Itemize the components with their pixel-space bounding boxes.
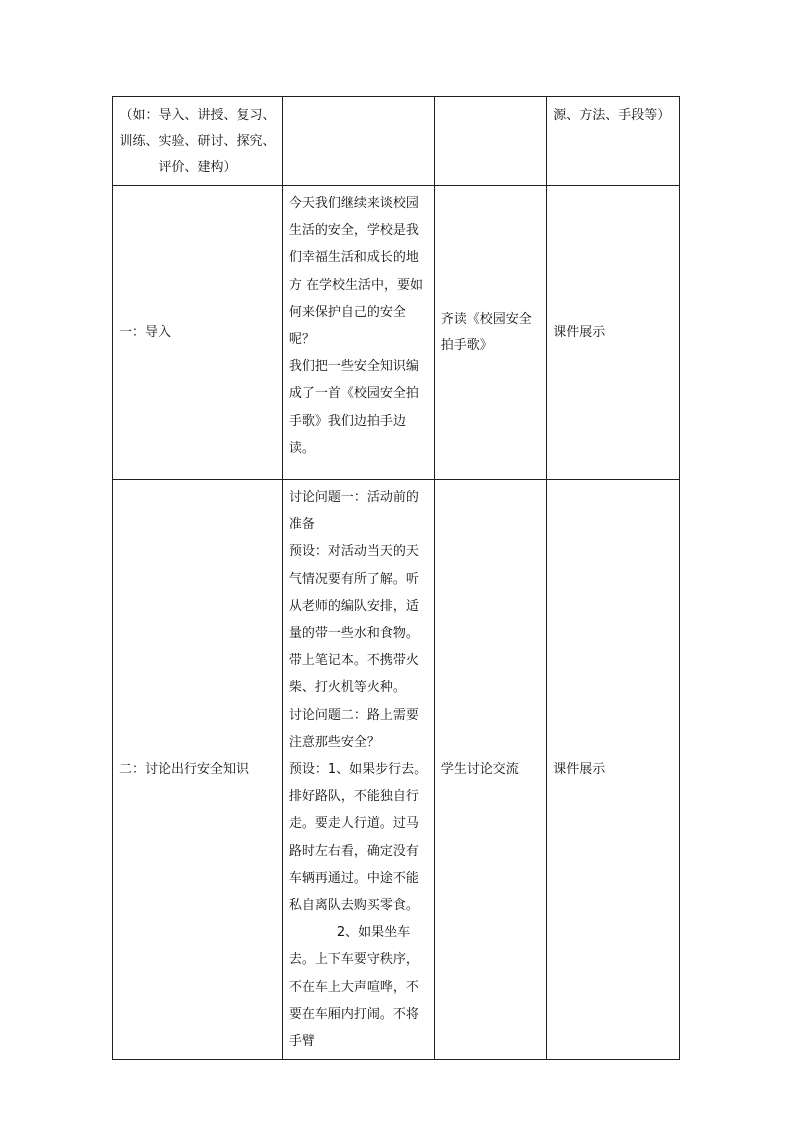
teacher-activity-text: 2、如果坐车去。上下车要守秩序，不在车上大声喧哗，不要在车厢内打闹。不将手臂	[288, 925, 419, 1050]
teacher-activity-text: 预设：对活动当天的天气情况要有所了解。听从老师的编队安排，适量的带一些水和食物。带上笔记本。不携带火柴、打火机等火种。	[288, 544, 419, 696]
teacher-activity-text: 预设：1、如果步行去。排好路队，不能独自行走。要走人行道。过马路时左右看，确定没有车辆再通过。中途不能私自离队去购买零食。	[288, 762, 428, 914]
resources-cell-intro: 课件展示	[547, 186, 680, 480]
teacher-activity-cell-discuss	[282, 480, 434, 1060]
teacher-activity-text: 我们把一些安全知识编成了一首《校园安全拍手歌》我们边拍手边读。	[288, 359, 419, 456]
table-row-header	[113, 97, 680, 186]
stage-cell-discuss: 二：讨论出行安全知识	[113, 480, 283, 1060]
teacher-activity-cell-intro	[282, 186, 434, 480]
table-row	[113, 480, 680, 1060]
teacher-activity-text: 讨论问题一：活动前的准备	[288, 490, 419, 533]
table-row	[113, 186, 680, 480]
lesson-plan-table	[112, 96, 680, 1060]
resources-cell-discuss: 课件展示	[547, 480, 680, 1060]
teacher-activity-text: 讨论问题二：路上需要注意那些安全？	[288, 707, 419, 750]
teacher-activity-text: 今天我们继续来谈校园生活的安全，学校是我们幸福生活和成长的地方 在学校生活中，要如何来保护自己的安全呢？	[288, 196, 424, 348]
student-activity-cell-discuss: 学生讨论交流	[434, 480, 547, 1060]
header-resources-cell: 源、方法、手段等）	[547, 97, 680, 186]
header-teacher-cell	[282, 97, 434, 186]
student-activity-cell-intro: 齐读《校园安全拍手歌》	[434, 186, 547, 480]
stage-cell-intro: 一：导入	[113, 186, 283, 480]
header-student-cell	[434, 97, 547, 186]
header-stage-cell: （如：导入、讲授、复习、训练、实验、研讨、探究、评价、建构）	[113, 97, 283, 186]
